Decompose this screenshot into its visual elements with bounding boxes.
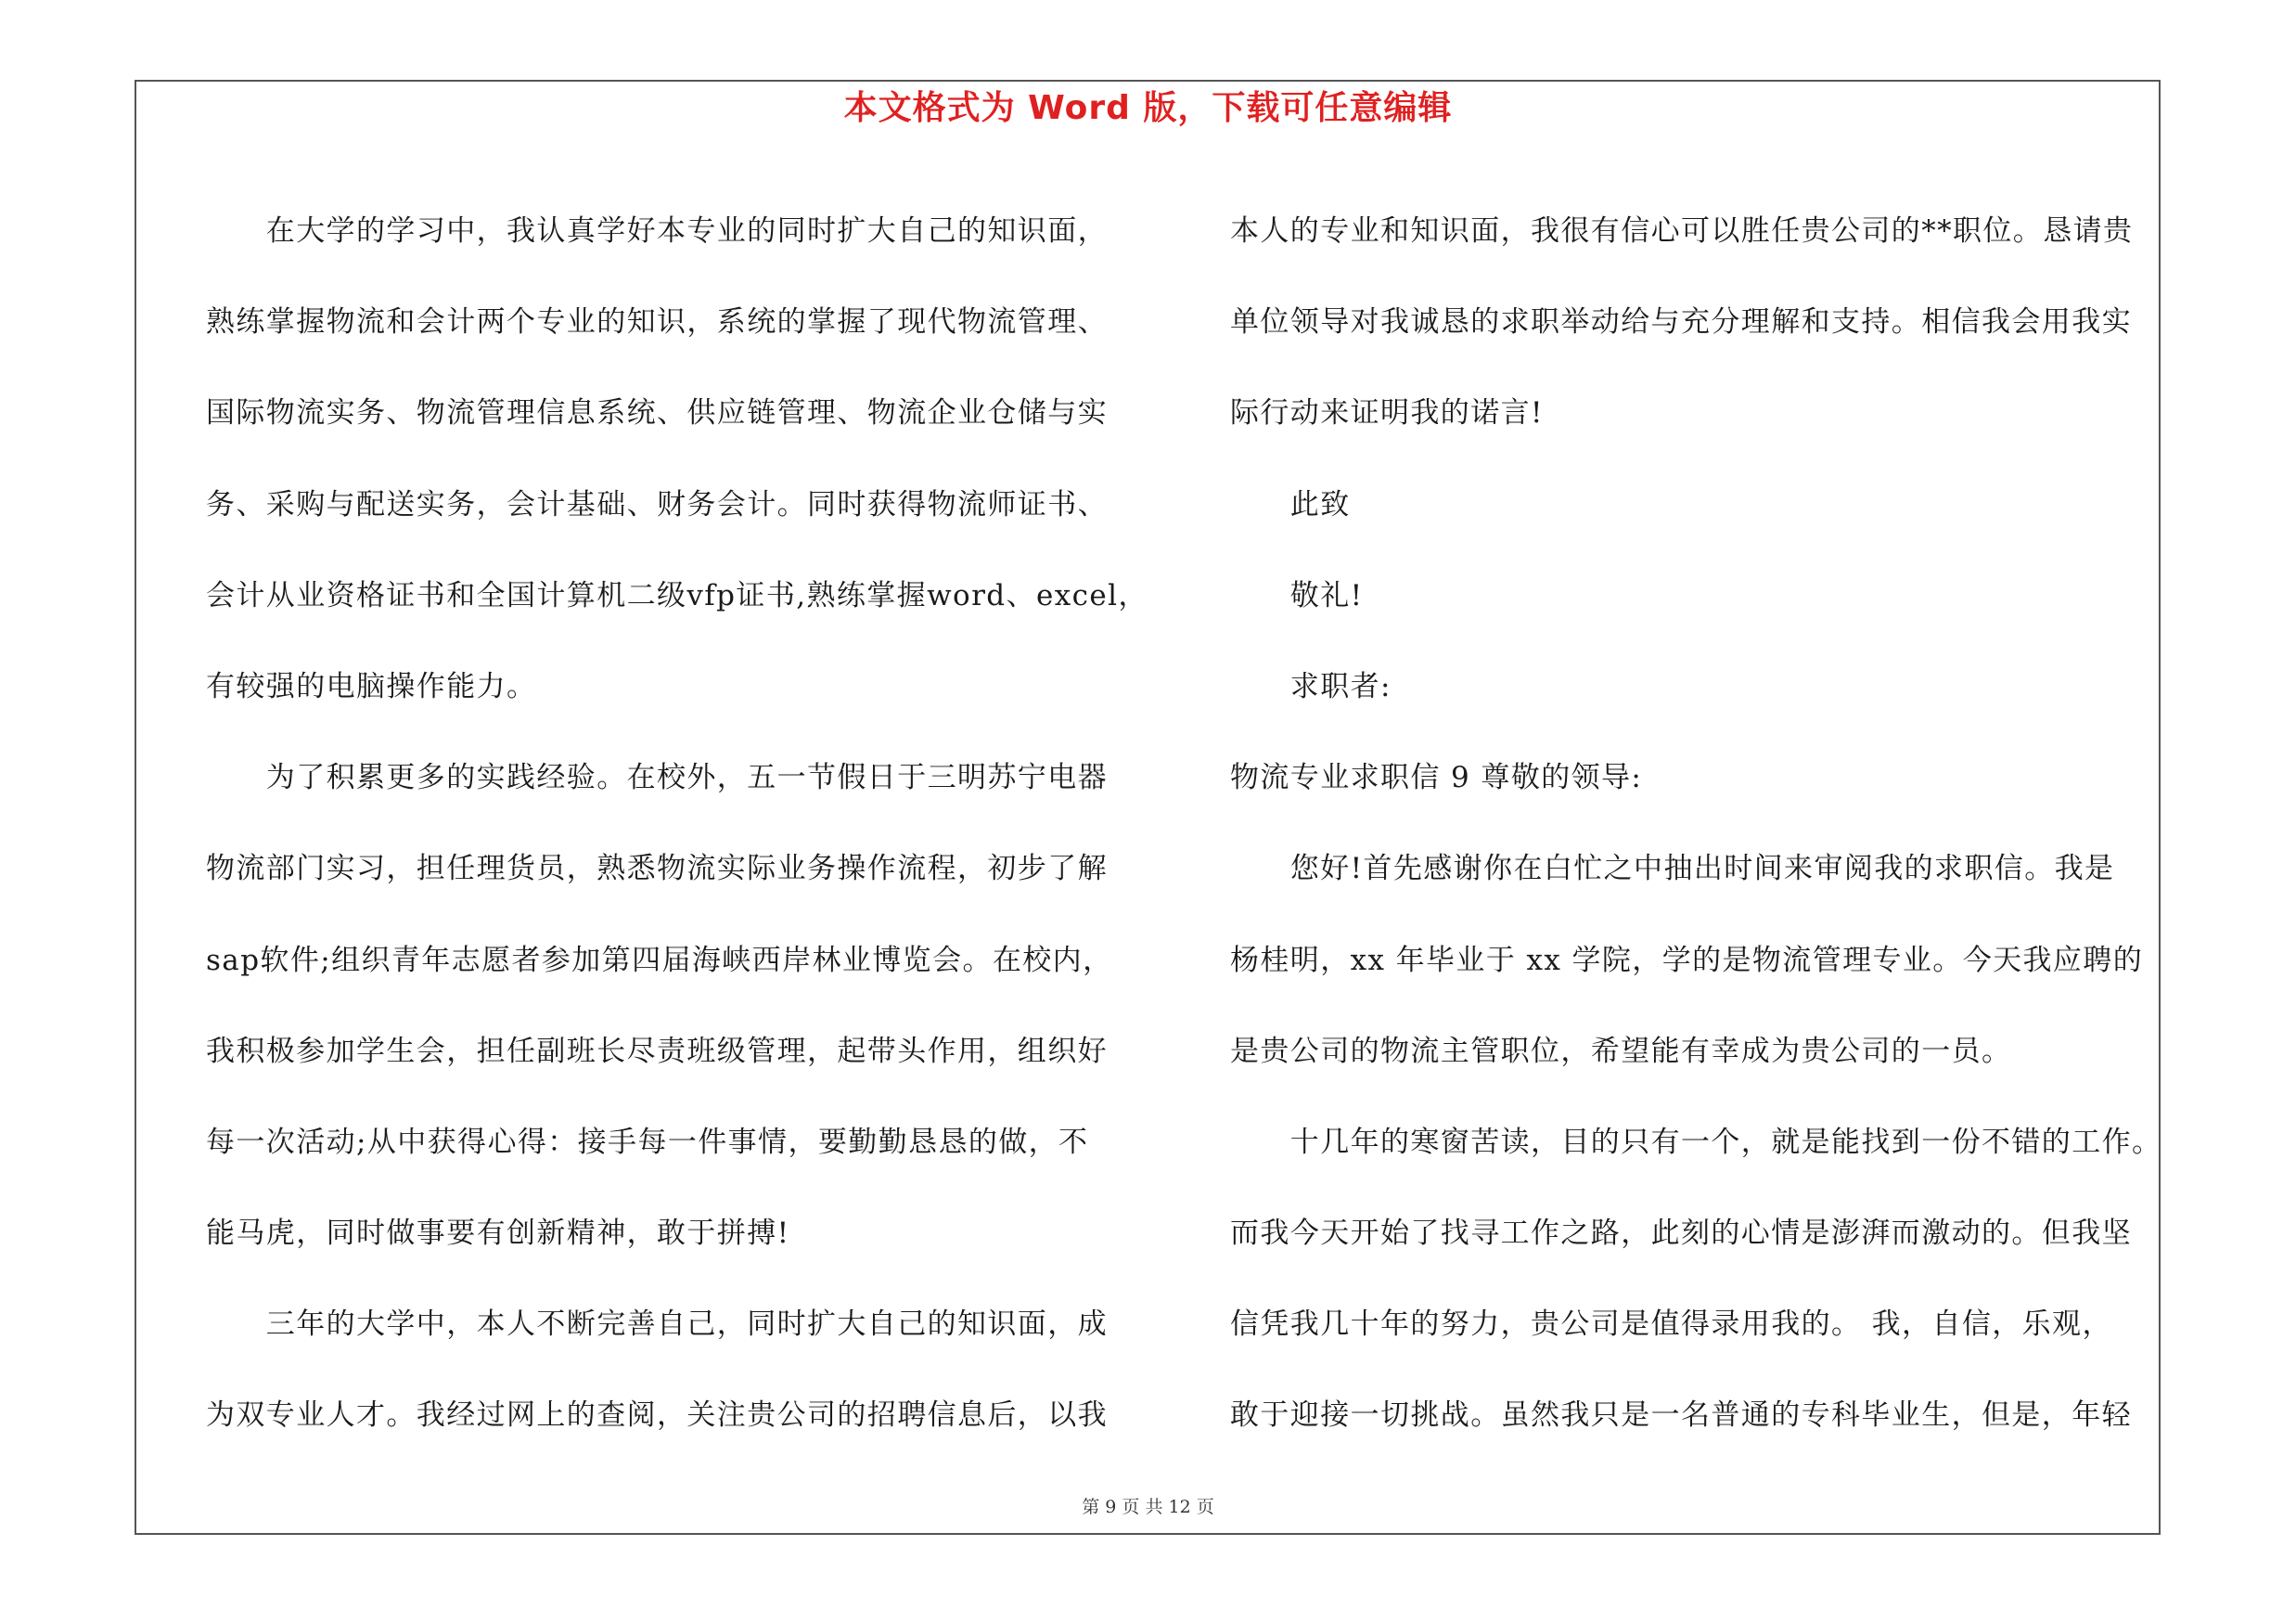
text-line: sap软件;组织青年志愿者参加第四届海峡西岸林业博览会。在校内， bbox=[206, 943, 1113, 977]
text-line: 能马虎，同时做事要有创新精神，敢于拼搏! bbox=[206, 1217, 790, 1251]
applicant-label: 求职者: bbox=[1230, 669, 1392, 703]
closing-phrase: 此致 bbox=[1230, 487, 1351, 522]
left-text-column bbox=[206, 186, 1148, 1462]
text-line: 三年的大学中，本人不断完善自己，同时扩大自己的知识面，成 bbox=[206, 1307, 1108, 1342]
text-line: 在大学的学习中，我认真学好本专业的同时扩大自己的知识面， bbox=[206, 214, 1108, 248]
page-number-footer: 第 9 页 共 12 页 bbox=[1082, 1497, 1214, 1517]
text-line: 您好!首先感谢你在白忙之中抽出时间来审阅我的求职信。我是 bbox=[1230, 852, 2115, 886]
closing-salutation: 敬礼! bbox=[1230, 578, 1364, 612]
text-line: 有较强的电脑操作能力。 bbox=[206, 669, 537, 703]
text-line: 杨桂明，xx 年毕业于 xx 学院，学的是物流管理专业。今天我应聘的 bbox=[1230, 943, 2144, 977]
text-line: 为了积累更多的实践经验。在校外，五一节假日于三明苏宁电器 bbox=[206, 761, 1108, 795]
text-line: 务、采购与配送实务，会计基础、财务会计。同时获得物流师证书、 bbox=[206, 487, 1108, 522]
text-line: 是贵公司的物流主管职位，希望能有幸成为贵公司的一员。 bbox=[1230, 1034, 2012, 1068]
text-line: 物流部门实习，担任理货员，熟悉物流实际业务操作流程，初步了解 bbox=[206, 852, 1108, 886]
text-line: 本人的专业和知识面，我很有信心可以胜任贵公司的**职位。恳请贵 bbox=[1230, 214, 2134, 248]
format-notice-banner: 本文格式为 Word 版，下载可任意编辑 bbox=[843, 89, 1453, 127]
text-line: 敢于迎接一切挑战。虽然我只是一名普通的专科毕业生，但是，年轻 bbox=[1230, 1398, 2132, 1433]
text-line: 单位领导对我诚恳的求职举动给与充分理解和支持。相信我会用我实 bbox=[1230, 305, 2132, 340]
text-line: 际行动来证明我的诺言! bbox=[1230, 396, 1544, 431]
letter-heading: 物流专业求职信 9 尊敬的领导: bbox=[1230, 761, 1643, 795]
text-line: 我积极参加学生会，担任副班长尽责班级管理，起带头作用，组织好 bbox=[206, 1034, 1108, 1068]
text-line: 会计从业资格证书和全国计算机二级vfp证书,熟练掌握word、excel， bbox=[206, 578, 1148, 612]
text-line: 信凭我几十年的努力，贵公司是值得录用我的。 我，自信，乐观， bbox=[1230, 1307, 2112, 1342]
right-text-column bbox=[1230, 186, 2162, 1462]
text-line: 为双专业人才。我经过网上的查阅，关注贵公司的招聘信息后，以我 bbox=[206, 1398, 1108, 1433]
text-line: 十几年的寒窗苦读，目的只有一个，就是能找到一份不错的工作。 bbox=[1230, 1125, 2162, 1159]
text-line: 国际物流实务、物流管理信息系统、供应链管理、物流企业仓储与实 bbox=[206, 396, 1108, 431]
text-line: 每一次活动;从中获得心得：接手每一件事情，要勤勤恳恳的做，不 bbox=[206, 1125, 1089, 1159]
text-line: 而我今天开始了找寻工作之路，此刻的心情是澎湃而激动的。但我坚 bbox=[1230, 1217, 2132, 1251]
text-line: 熟练掌握物流和会计两个专业的知识，系统的掌握了现代物流管理、 bbox=[206, 305, 1108, 340]
